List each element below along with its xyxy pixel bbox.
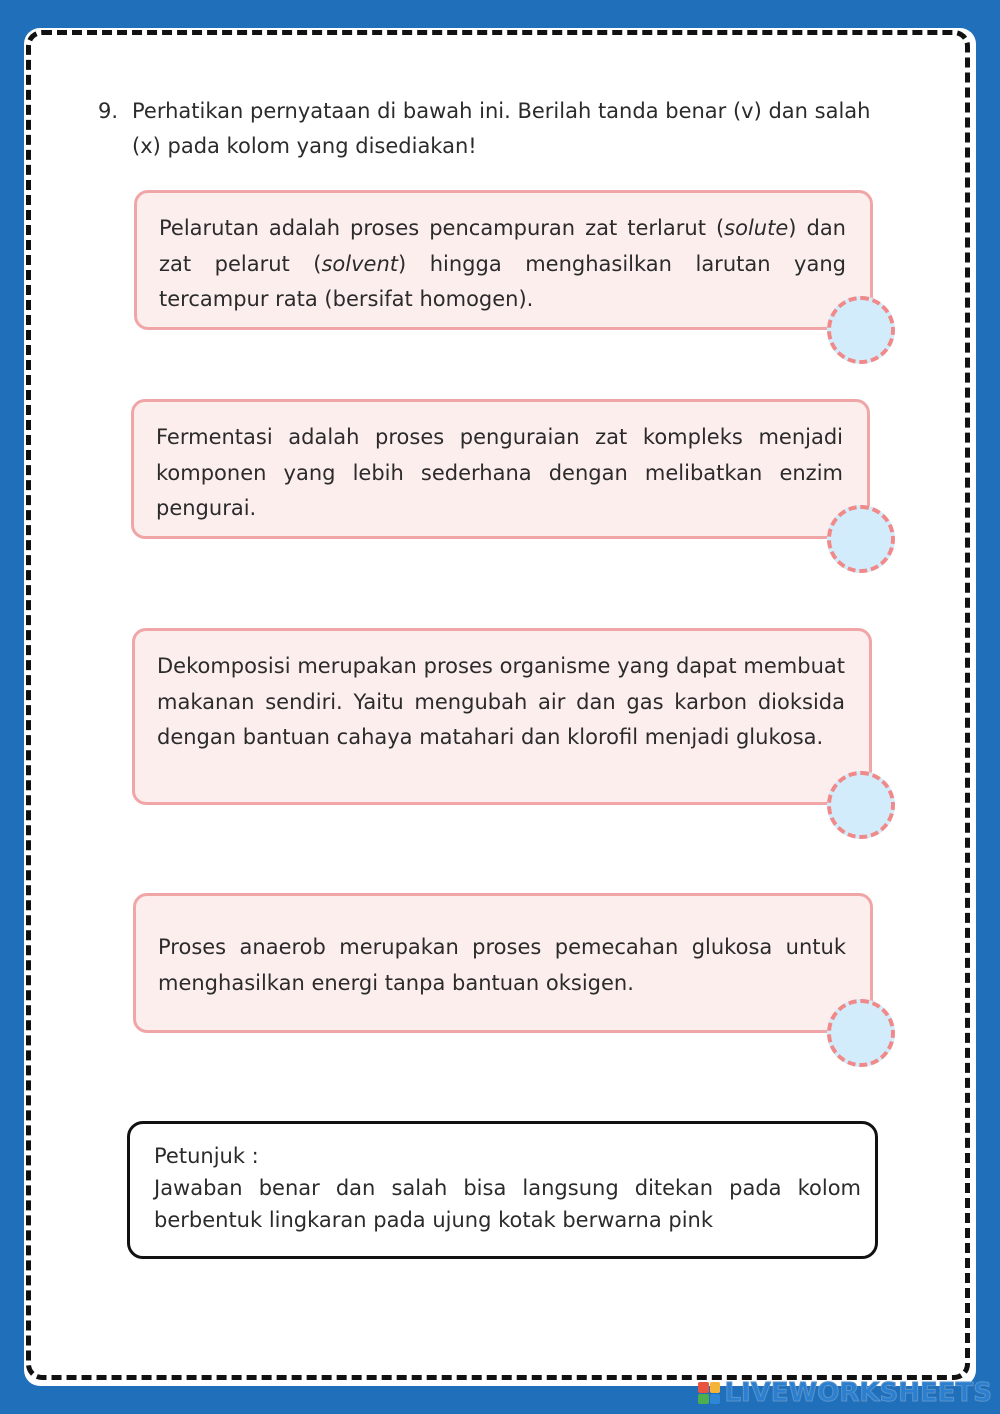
liveworksheets-logo-icon	[698, 1382, 720, 1404]
answer-circle-1[interactable]	[827, 296, 895, 364]
statement-card-2	[131, 399, 870, 539]
hint-box	[127, 1121, 878, 1259]
hint-body: Jawaban benar dan salah bisa langsung ditekan pada kolom berbentuk lingkaran pada ujung kotak berwarna pink	[154, 1176, 861, 1232]
statement-card-4	[133, 893, 873, 1033]
term-solute: solute	[724, 216, 789, 240]
statement-text-1: Pelarutan adalah proses pencampuran zat terlarut (solute) dan zat pelarut (solvent) hingga menghasilkan larutan yang tercampur rata (bersifat homogen).	[159, 216, 846, 311]
brand-name: LIVEWORKSHEETS	[724, 1378, 992, 1408]
statement-card-1	[134, 190, 873, 330]
logo-tile-1	[698, 1382, 709, 1393]
answer-circle-2[interactable]	[827, 505, 895, 573]
answer-circle-3[interactable]	[827, 771, 895, 839]
question-text: Perhatikan pernyataan di bawah ini. Berilah tanda benar (v) dan salah (x) pada kolom yang disediakan!	[132, 99, 871, 158]
question-number: 9.	[98, 99, 119, 123]
logo-tile-2	[710, 1382, 721, 1393]
liveworksheets-watermark	[698, 1378, 992, 1408]
term-solvent: solvent	[321, 251, 398, 276]
answer-circle-4[interactable]	[827, 999, 895, 1067]
statement-text-4: Proses anaerob merupakan proses pemecahan glukosa untuk menghasilkan energi tanpa bantuan oksigen.	[158, 935, 846, 995]
logo-tile-4	[710, 1394, 721, 1405]
question	[98, 94, 898, 164]
statement-card-3	[132, 628, 872, 805]
statement-text-2: Fermentasi adalah proses penguraian zat kompleks menjadi komponen yang lebih sederhana dengan melibatkan enzim pengurai.	[156, 425, 843, 520]
statement-text-3: Dekomposisi merupakan proses organisme yang dapat membuat makanan sendiri. Yaitu mengubah air dan gas karbon dioksida dengan bantuan cahaya matahari dan klorofil menjadi glukosa.	[157, 654, 845, 749]
logo-tile-3	[698, 1394, 709, 1405]
hint-title: Petunjuk :	[154, 1144, 259, 1168]
